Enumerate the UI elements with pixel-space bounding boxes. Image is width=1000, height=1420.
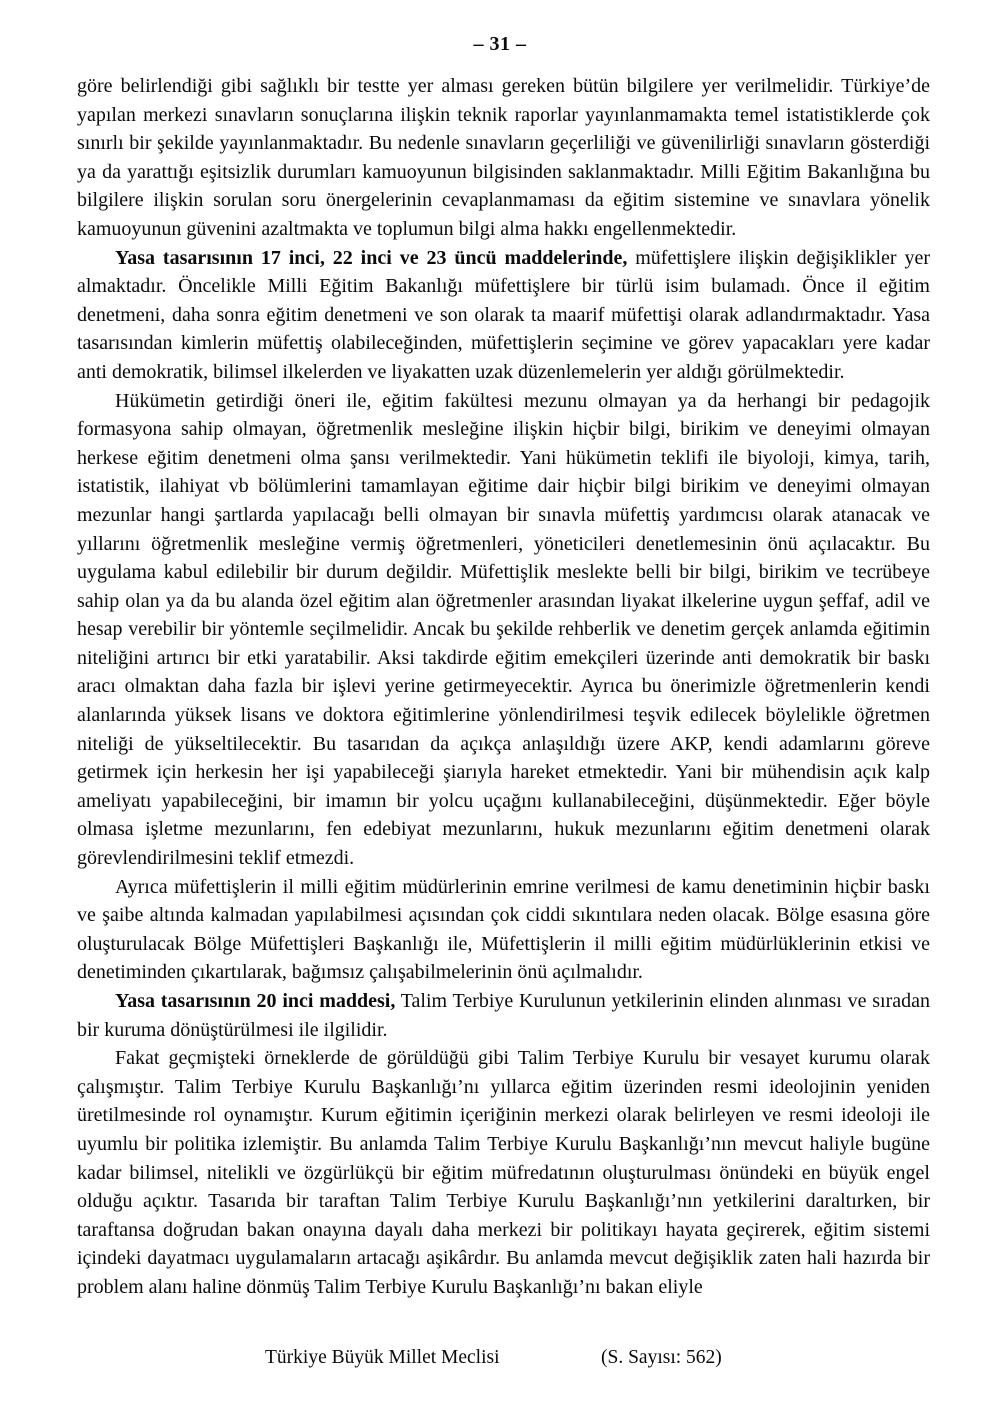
- paragraph: [77, 244, 930, 387]
- paragraph-text: Hükümetin getirdiği öneri ile, eğitim fakültesi mezunu olmayan ya da herhangi bir pedagojik formasyona sahip olmayan, öğretmenlik mesleğine ilişkin hiçbir bilgi, birikim ve deneyimi olmayan herkese eğitim denetmeni olma şansı verilmektedir. Yani hükümetin teklifi ile biyoloji, kimya, tarih, istatistik, ilahiyat vb bölümlerini tamamlayan eğitime dair hiçbir bilgi birikim ve deneyimi olmayan mezunlar hangi şartlarda yapılacağı belli olmayan bir sınavla müfettiş yardımcısı olarak atanacak ve yıllarını öğretmenlik mesleğine vermiş öğretmenleri, yöneticileri denetlemesinin önü açılacaktır. Bu uygulama kabul edilebilir bir durum değildir. Müfettişlik meslekte belli bir bilgi, birikim ve tecrübeye sahip olan ya da bu alanda özel eğitim alan öğretmenler arasından liyakat ilkelerine uygun şeffaf, adil ve hesap verebilir bir yöntemle seçilmelidir. Ancak bu şekilde rehberlik ve denetim gerçek anlamda eğitimin niteliğini artırıcı bir etki yaratabilir. Aksi takdirde eğitim emekçileri üzerinde anti demokratik bir baskı aracı olmaktan daha fazla bir işlevi yerine getirmeyecektir. Ayrıca bu önerimizle öğretmenlerin kendi alanlarında yüksek lisans ve doktora eğitimlerine yönlendirilmesi teşvik edilecek böylelikle öğretmen niteliği de yükseltilecektir. Bu tasarıdan da açıkça anlaşıldığı üzere AKP, kendi adamlarını göreve getirmek için herkesin her işi yapabileceği şiarıyla hareket etmektedir. Yani bir mühendisin açık kalp ameliyatı yapabileceğini, bir imamın bir yolcu uçağını kullanabileceğini, düşünmektedir. Eğer böyle olmasa işletme mezunlarını, fen edebiyat mezunlarını, hukuk mezunlarını eğitim denetmeni olarak görevlendirilmesini teklif etmezdi.: [77, 389, 930, 870]
- paragraph-text: Ayrıca müfettişlerin il milli eğitim müdürlerinin emrine verilmesi de kamu denetiminin hiçbir baskı ve şaibe altında kalmadan yapılabilmesi açısından çok ciddi sıkıntılara neden olacak. Bölge esasına göre oluşturulacak Bölge Müfettişleri Başkanlığı ile, Müfettişlerin il milli eğitim müdürlüklerinin etkisi ve denetiminden çıkartılarak, bağımsız çalışabilmelerinin önü açılmalıdır.: [77, 875, 930, 984]
- paragraph-bold-lead: Yasa tasarısının 20 inci maddesi,: [115, 990, 396, 1012]
- paragraph: [77, 873, 930, 987]
- paragraph-bold-lead: Yasa tasarısının 17 inci, 22 inci ve 23 üncü maddelerinde,: [115, 246, 628, 269]
- page-number: – 31 –: [473, 33, 527, 55]
- paragraph: [77, 987, 930, 1044]
- paragraph: [77, 387, 930, 873]
- paragraph: [77, 72, 930, 244]
- paragraph-text: Fakat geçmişteki örneklerde de görüldüğü gibi Talim Terbiye Kurulu bir vesayet kurumu olarak çalışmıştır. Talim Terbiye Kurulu Başkanlığı’nı yıllarca eğitim üzerinden resmi ideolojinin yeniden üretilmesinde rol oynamıştır. Kurum eğitimin içeriğinin merkezi olarak belirleyen ve resmi ideoloji ile uyumlu bir politika izlemiştir. Bu anlamda Talim Terbiye Kurulu Başkanlığı’nın mevcut haliyle bugüne kadar bilimsel, nitelikli ve özgürlükçü bir eğitim müfredatının oluşturulması önündeki en büyük engel olduğu açıktır. Tasarıda bir taraftan Talim Terbiye Kurulu Başkanlığı’nın yetkilerini daraltırken, bir taraftansa doğrudan bakan onayına dayalı daha merkezi bir politikayı hayata geçirerek, eğitim sistemi içindeki dayatmacı uygulamaların artacağı aşikârdır. Bu anlamda mevcut değişiklik zaten hali hazırda bir problem alanı haline dönmüş Talim Terbiye Kurulu Başkanlığı’nı bakan eliyle: [77, 1047, 930, 1298]
- paragraph: [77, 1044, 930, 1301]
- footer-serial-number: (S. Sayısı: 562): [601, 1347, 722, 1368]
- document-body: [77, 72, 930, 1302]
- page-footer: [0, 1347, 1000, 1377]
- paragraph-text: müfettişlere ilişkin değişiklikler yer almaktadır. Öncelikle Milli Eğitim Bakanlığı müfettişlere bir türlü isim bulamadı. Önce il eğitim denetmeni, daha sonra eğitim denetmeni ve son olarak ta maarif müfettişi olarak adlandırmaktadır. Yasa tasarısından kimlerin müfettiş olabileceğinden, müfettişlerin seçimine ve görev yapacakları yere kadar anti demokratik, bilimsel ilkelerden ve liyakatten uzak düzenlemelerin yer aldığı görülmektedir.: [77, 246, 931, 383]
- paragraph-text: göre belirlendiği gibi sağlıklı bir testte yer alması gereken bütün bilgilere yer verilmelidir. Türkiye’de yapılan merkezi sınavların sonuçlarına ilişkin teknik raporlar yayınlanmamakta temel istatistiklerde çok sınırlı bir şekilde yayınlanmaktadır. Bu nedenle sınavların geçerliliği ve güvenilirliği sınavların gösterdiği ya da yarattığı eşitsizlik durumları kamuoyunun bilgisinden saklanmaktadır. Milli Eğitim Bakanlığına bu bilgilere ilişkin sorulan soru önergelerinin cevaplanmaması da eğitim sistemine ve sınavlara yönelik kamuoyunun güvenini azaltmakta ve toplumun bilgi alma hakkı engellenmektedir.: [77, 75, 930, 240]
- paragraph-text: Talim Terbiye Kurulunun yetkilerinin elinden alınması ve sıradan bir kuruma dönüştürülmesi ile ilgilidir.: [77, 990, 930, 1041]
- footer-institution: Türkiye Büyük Millet Meclisi: [265, 1347, 500, 1368]
